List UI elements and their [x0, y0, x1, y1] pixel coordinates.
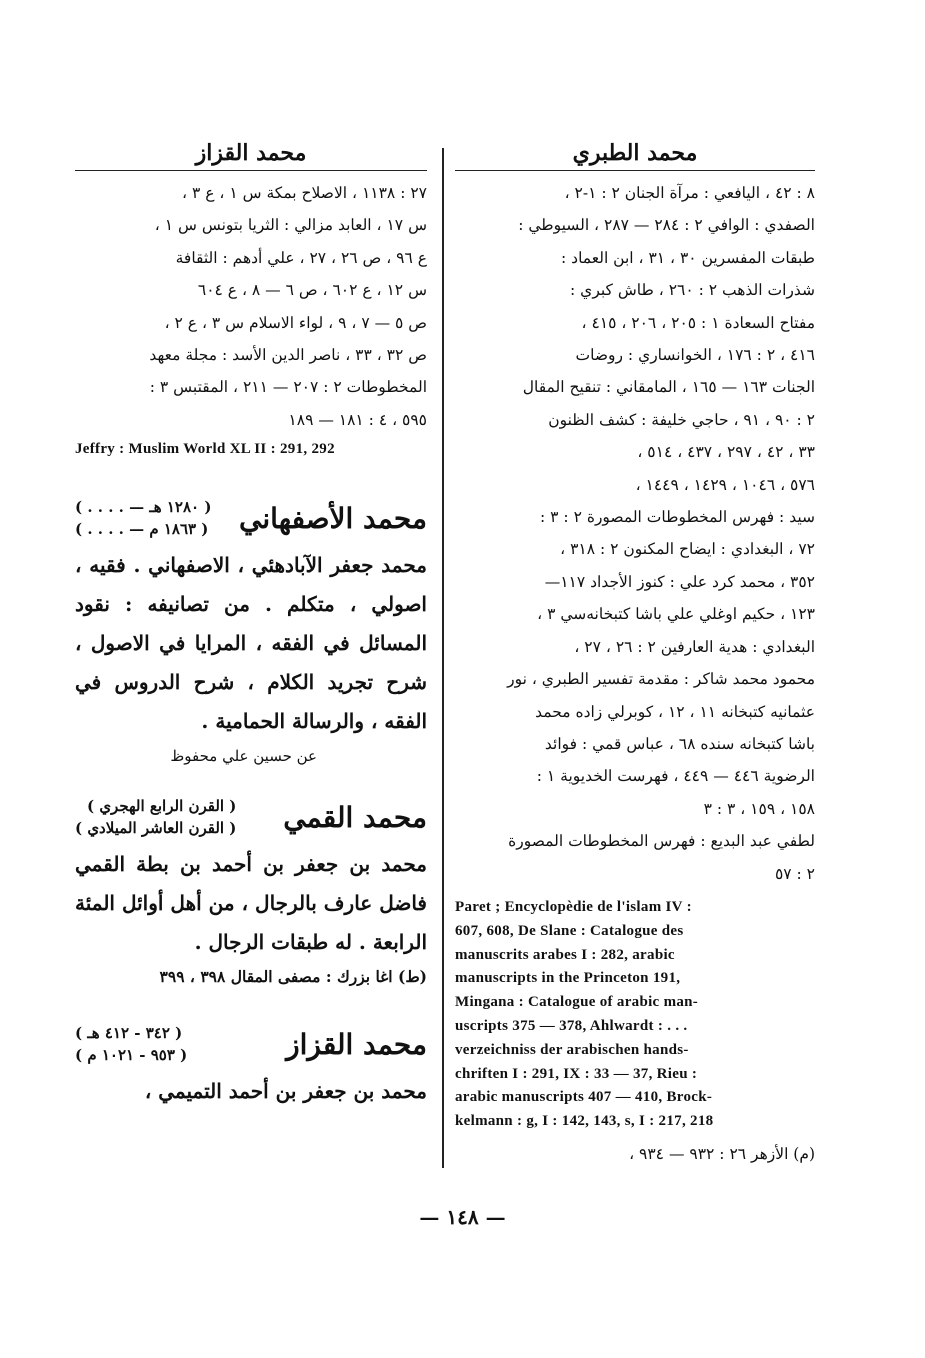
text-line: شذرات الذهب ٢ : ٢٦٠ ، طاش كبري :	[570, 281, 815, 300]
text-line: ٨ : ٤٢ ، اليافعي : مرآة الجنان ٢ : ١-٢ ،	[564, 184, 815, 202]
entry-name: محمد القزاز	[286, 1027, 427, 1061]
text-line: ص ٥ — ٧ ، ٩ ، لواء الاسلام س ٣ ، ع ٢ ،	[164, 313, 427, 332]
text-line: الصفدي : الوافي ٢ : ٢٨٤ — ٢٨٧ ، السيوطي :	[518, 216, 815, 235]
text-line: ٢٧ : ١١٣٨ ، الاصلاح بمكة س ١ ، ع ٣ ،	[182, 184, 427, 202]
entry-dates	[75, 496, 211, 540]
text-line: ٣٥٢ ، محمد كرد علي : كنوز الأجداد ١١٧—	[544, 572, 815, 591]
entry-text: محمد جعفر الآبادهئي ، الاصفهاني . فقيه ، اصولي ، متكلم . من تصانيفه : نقود المسائل في الفقه ، المرايا في الاصول ، شرح تجريد الكلام ، شرح الدروس في الفقه ، والرسالة الحمامية .	[75, 553, 427, 734]
text-line: ع ٩٦ ، ص ٢٦ ، ٢٧ ، علي أدهم : الثقافة	[175, 248, 427, 267]
text-line: لطفي عبد البديع : فهرس المخطوطات المصورة	[508, 832, 815, 851]
text-line: ص ٣٢ ، ٣٣ ، ناصر الدين الأسد : مجلة معهد	[149, 346, 427, 365]
date-hijri: ( ٣٤٢ - ٤١٢ هـ )	[75, 1024, 183, 1043]
entry-source: عن حسين علي محفوظ	[170, 747, 317, 766]
latin-references	[455, 896, 815, 1134]
date-gregorian: ( القرن العاشر الميلادي )	[75, 819, 237, 838]
latin-line: kelmann : g, I : 142, 143, s, I : 217, 218	[455, 1113, 714, 1130]
latin-line: manuscrits arabes I : 282, arabic	[455, 946, 675, 963]
latin-line: verzeichniss der arabischen hands-	[455, 1041, 689, 1058]
text-line: المخطوطات ٢ : ٢٠٧ — ٢١١ ، المقتبس ٣ :	[149, 378, 427, 397]
date-hijri: ( . . . . — ١٢٨٠ هـ )	[75, 498, 212, 517]
entry-heading	[75, 496, 427, 540]
column-divider	[442, 148, 444, 1168]
latin-line: uscripts 375 — 378, Ahlwardt : . . .	[455, 1017, 688, 1034]
text-line: سيد : فهرس المخطوطات المصورة ٢ : ٣ :	[540, 508, 815, 527]
date-gregorian: ( ٩٥٣ - ١٠٢١ م )	[75, 1046, 188, 1065]
text-line: ٢ : ٥٧	[774, 864, 815, 883]
left-column-header: محمد القزاز	[75, 140, 427, 171]
text-line: مفتاح السعادة ١ : ٢٠٥ ، ٢٠٦ ، ٤١٥ ،	[581, 313, 815, 332]
text-line: البغدادي : هدية العارفين ٢ : ٢٦ ، ٢٧ ،	[574, 637, 815, 656]
latin-line: 607, 608, De Slane : Catalogue des	[455, 922, 684, 939]
text-line: الجنات ١٦٣ — ١٦٥ ، المامقاني : تنقيح المقال	[522, 378, 815, 397]
right-column-header: محمد الطبري	[455, 140, 815, 171]
page-number: — ١٤٨ —	[419, 1205, 506, 1229]
text-line: س ١٧ ، العابد مزالي : الثريا بتونس س ١ ،	[154, 216, 427, 235]
entry-name: محمد الأصفهاني	[239, 501, 427, 535]
entry-dates	[75, 795, 236, 839]
left-column	[75, 140, 427, 1111]
text-line: الرضوية ٤٤٦ — ٤٤٩ ، فهرست الخديوية ١ :	[536, 767, 815, 786]
text-line: ٣٣ ، ٤٢ ، ٢٩٧ ، ٤٣٧ ، ٥١٤ ،	[637, 443, 815, 462]
entry-heading	[75, 795, 427, 839]
right-column-text	[455, 177, 815, 890]
text-line: ٥٧٦ ، ١٠٤٦ ، ١٤٢٩ ، ١٤٤٩ ،	[635, 475, 815, 494]
entry-source: (ط) اغا بزرك : مصفى المقال ٣٩٨ ، ٣٩٩	[159, 967, 427, 987]
latin-reference: Jeffry : Muslim World XL II : 291, 292	[75, 441, 335, 458]
latin-line: Mingana : Catalogue of arabic man-	[455, 994, 699, 1011]
left-column-text	[75, 177, 427, 436]
latin-line: Paret ; Encyclopèdie de l'islam IV :	[455, 898, 692, 915]
text-line: س ١٢ ، ع ٦٠٢ ، ص ٦ — ٨ ، ع ٦٠٤	[197, 281, 427, 300]
text-line: ٢ : ٩٠ ، ٩١ ، حاجي خليفة : كشف الظنون	[548, 410, 815, 429]
text-line: ٥٩٥ ، ٤ : ١٨١ — ١٨٩	[288, 410, 427, 429]
date-hijri: ( القرن الرابع الهجري )	[87, 797, 237, 816]
text-line: ٤١٦ ، ٢ : ١٧٦ ، الخوانساري : روضات	[575, 346, 815, 365]
latin-line: manuscripts in the Princeton 191,	[455, 970, 681, 987]
text-line: عثمانيه كتبخانه ١١ ، ١٢ ، كوبرلي زاده محمد	[535, 702, 815, 721]
date-gregorian: ( . . . . — ١٨٦٣ م )	[75, 520, 209, 539]
closing-line: (م) الأزهر ٢٦ : ٩٣٢ — ٩٣٤ ،	[629, 1144, 815, 1163]
text-line: طبقات المفسرين ٣٠ ، ٣١ ، ابن العماد :	[561, 248, 815, 267]
text-line: ١٢٣ ، حكيم اوغلي علي باشا كتبخانه‌سي ٣ ،	[537, 605, 815, 624]
text-line: ٧٢ ، البغدادي : ايضاح المكنون ٢ : ٣١٨ ،	[560, 540, 815, 559]
text-line: ١٥٨ ، ١٥٩ ، ٣ : ٣	[703, 799, 815, 818]
latin-line: chriften I : 291, IX : 33 — 37, Rieu :	[455, 1065, 698, 1082]
text-line: محمود محمد شاكر : مقدمة تفسير الطبري ، نور	[507, 670, 815, 689]
entry-name: محمد القمي	[283, 800, 427, 834]
entry-dates	[75, 1022, 187, 1066]
entry-text: محمد بن جعفر بن أحمد بن بطة القمي فاضل عارف بالرجال ، من أهل أوائل المئة الرابعة . له طبقات الرجال .	[75, 852, 427, 955]
entry-text: محمد بن جعفر بن أحمد التميمي ،	[144, 1079, 427, 1104]
right-column	[455, 140, 815, 1170]
latin-line: arabic manuscripts 407 — 410, Brock-	[455, 1089, 713, 1106]
entry-heading	[75, 1022, 427, 1066]
text-line: باشا كتبخانه سنده ٦٨ ، عباس قمي : فوائد	[544, 734, 815, 753]
